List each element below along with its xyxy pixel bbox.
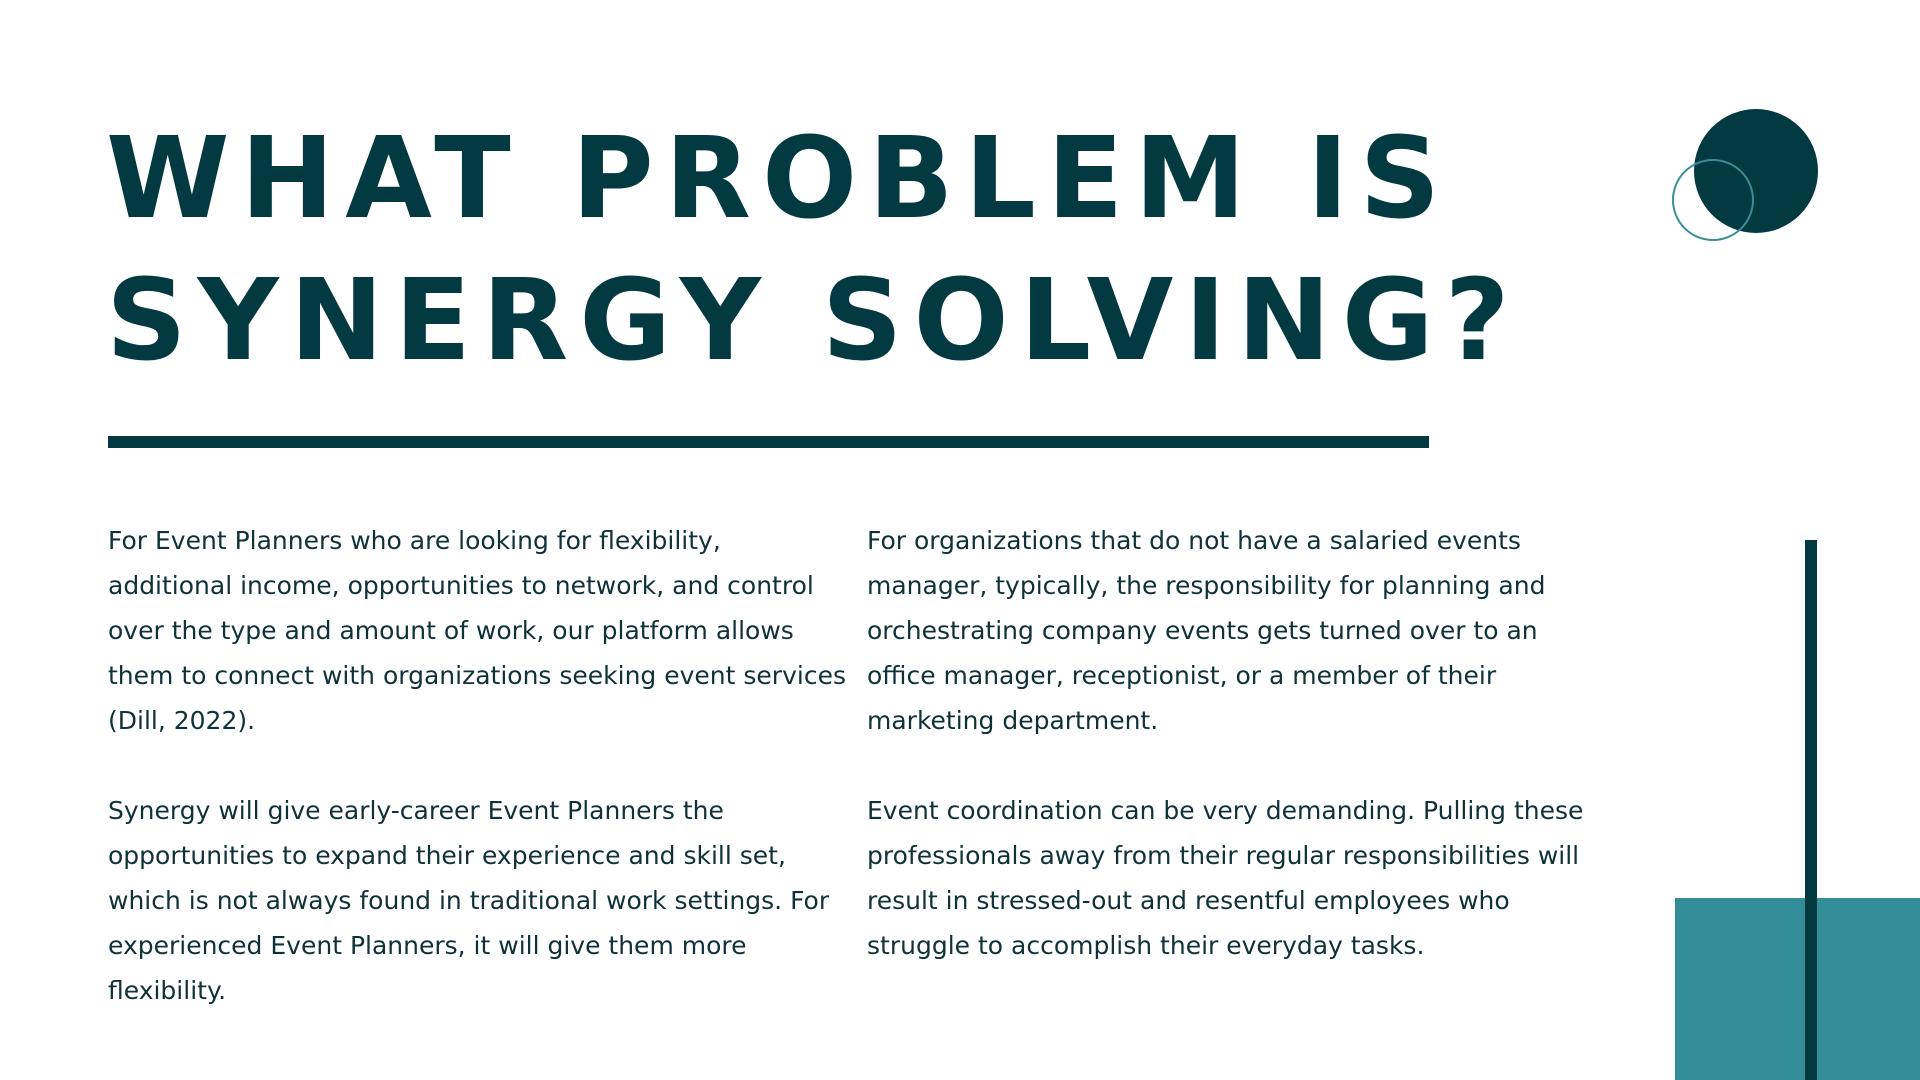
left-paragraph-1: For Event Planners who are looking for flexibility, additional income, opportunities to network, and control over the type and amount of work, our platform allows them to connect with organizations seeking event services (Dill, 2022). bbox=[108, 526, 846, 735]
slide-title-line-2: SYNERGY SOLVING? bbox=[106, 256, 1521, 386]
decorative-ring-circle bbox=[1672, 159, 1754, 241]
right-paragraph-2: Event coordination can be very demanding. Pulling these professionals away from their regular responsibilities will result in stressed-out and resentful employees who struggle to accomplish their everyday tasks. bbox=[867, 796, 1584, 960]
right-text-column bbox=[867, 518, 1607, 1013]
left-paragraph-2: Synergy will give early-career Event Planners the opportunities to expand their experience and skill set, which is not always found in traditional work settings. For experienced Event Planners, it will give them more flexibility. bbox=[108, 796, 830, 1005]
slide-title bbox=[106, 108, 1521, 392]
right-paragraph-1: For organizations that do not have a salaried events manager, typically, the responsibility for planning and orchestrating company events gets turned over to an office manager, receptionist, or a member of their marketing department. bbox=[867, 526, 1546, 735]
decorative-teal-block bbox=[1675, 898, 1920, 1080]
slide-title-line-1: WHAT PROBLEM IS bbox=[106, 114, 1452, 244]
title-underline bbox=[108, 436, 1429, 448]
decorative-vertical-bar bbox=[1805, 540, 1817, 1080]
left-text-column bbox=[108, 518, 848, 1058]
